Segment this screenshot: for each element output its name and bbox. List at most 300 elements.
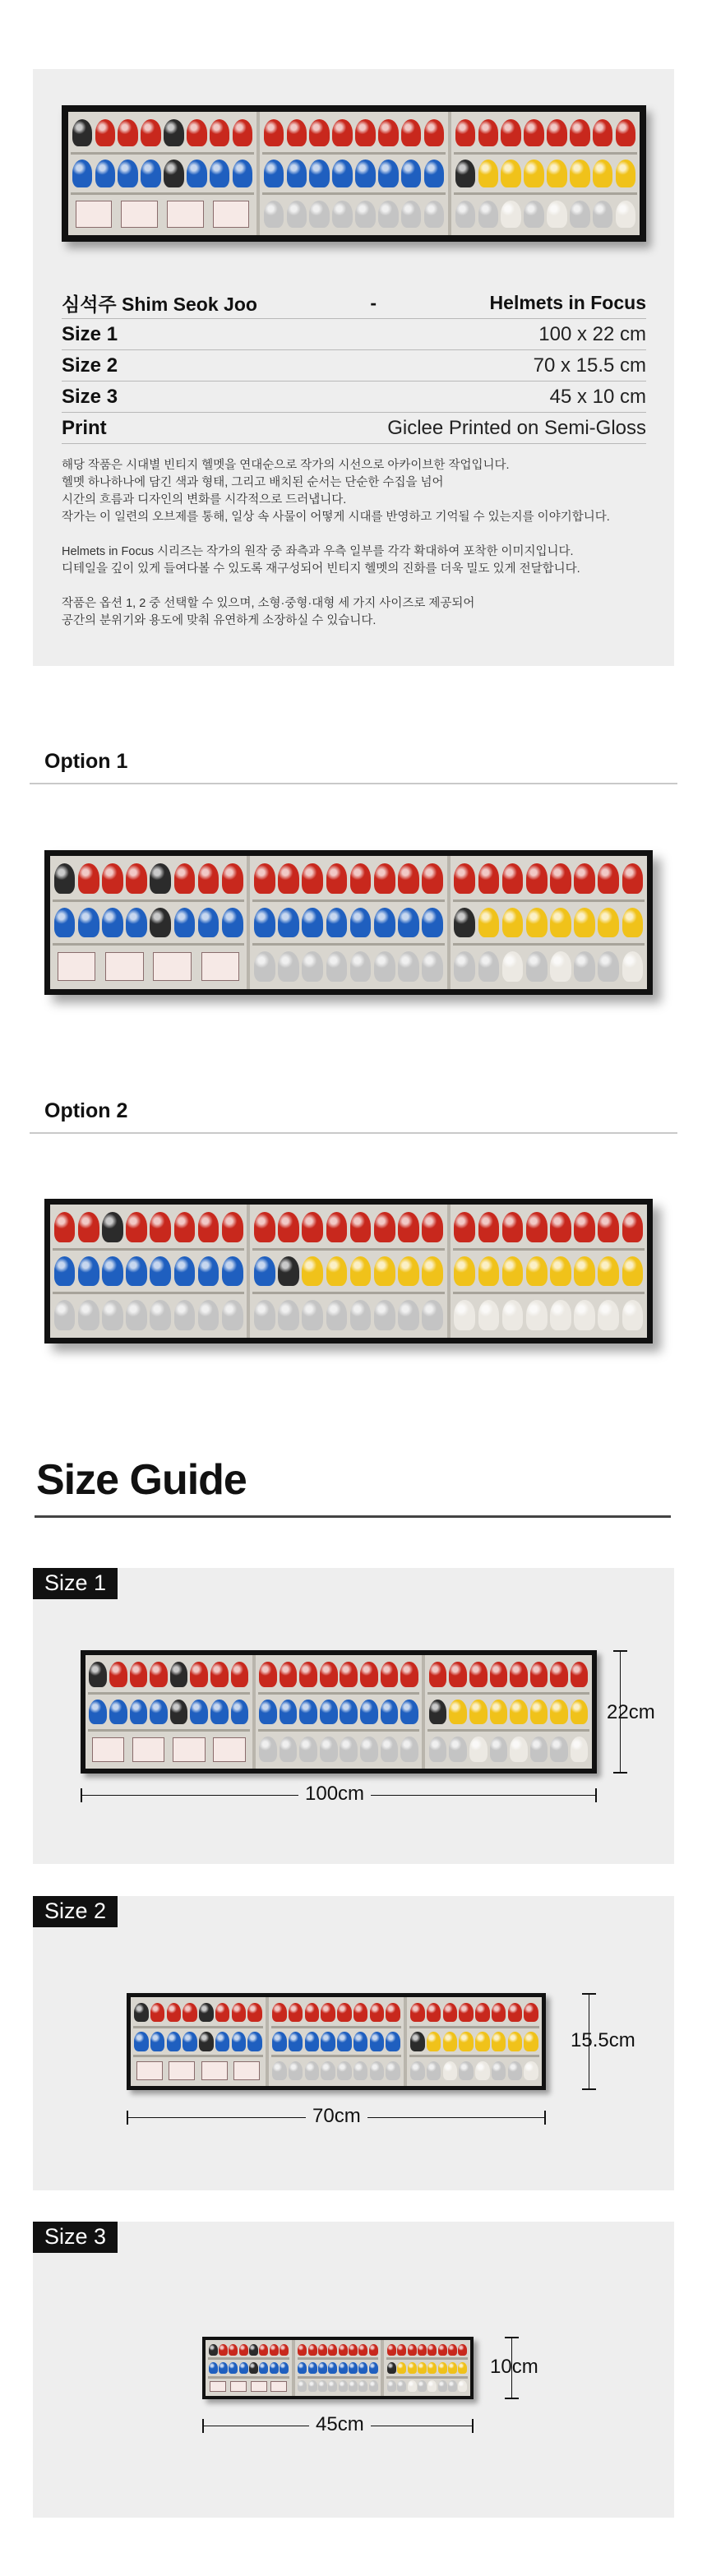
helmet-white — [469, 1737, 488, 1762]
helmet-silver — [102, 1300, 123, 1330]
helmet-silver — [593, 201, 613, 229]
option-2-artwork-frame — [44, 1199, 653, 1343]
description-line: 헬멧 하나하나에 담긴 색과 형태, 그리고 배치된 순서는 단순한 수집을 넘어 — [62, 476, 444, 489]
height-label: 15.5cm — [571, 2029, 635, 2051]
helmet-silver — [349, 2380, 358, 2392]
helmet-red — [141, 119, 161, 147]
helmet-red — [449, 1662, 467, 1687]
helmet-yellow — [524, 2032, 538, 2051]
helmet-yellow — [469, 1700, 488, 1725]
description-line: Helmets in Focus 시리즈는 작가의 원작 중 좌측과 우측 일부를 각각 확대하여 포착한 이미지입니다. — [62, 545, 574, 558]
helmet-dark — [134, 2003, 148, 2023]
helmet-silver — [598, 951, 619, 981]
display-card — [230, 2381, 247, 2393]
shelf-tier — [71, 113, 254, 155]
display-card — [233, 2061, 260, 2080]
size-badge: Size 2 — [33, 1896, 118, 1927]
helmet-blue — [321, 2032, 335, 2051]
helmet-silver — [398, 1300, 419, 1330]
shelf-tier — [427, 1657, 589, 1695]
helmet-red — [109, 1662, 127, 1687]
helmet-red — [280, 1662, 298, 1687]
helmet-yellow — [622, 1256, 644, 1286]
helmet-red — [219, 2344, 228, 2356]
helmet-yellow — [438, 2362, 447, 2374]
shelf-tier — [252, 858, 444, 902]
helmet-red — [102, 863, 123, 893]
helmet-blue — [150, 1700, 168, 1725]
helmet-yellow — [427, 2362, 437, 2374]
shelf-tier — [53, 902, 244, 946]
helmet-blue — [167, 2032, 181, 2051]
helmet-silver — [198, 1300, 219, 1330]
helmet-silver — [254, 1300, 275, 1330]
helmet-red — [427, 2003, 441, 2023]
shelf-bay — [85, 1655, 256, 1769]
helmet-silver — [298, 2380, 307, 2392]
helmet-red — [183, 2003, 196, 2023]
helmet-yellow — [458, 2362, 467, 2374]
helmet-yellow — [418, 2362, 427, 2374]
helmet-blue — [239, 2362, 248, 2374]
shelf-bay — [451, 112, 640, 235]
helmet-red — [150, 1212, 171, 1242]
helmet-silver — [278, 951, 299, 981]
helmet-white — [510, 1737, 528, 1762]
helmet-silver — [530, 1737, 548, 1762]
helmet-red — [381, 1662, 399, 1687]
helmet-red — [309, 119, 330, 147]
helmet-blue — [198, 908, 219, 937]
shelf-tier — [53, 1206, 244, 1251]
helmet-silver — [524, 201, 544, 229]
display-card — [169, 2061, 195, 2080]
helmet-blue — [78, 908, 99, 937]
helmet-blue — [308, 2362, 317, 2374]
helmet-silver — [400, 1737, 418, 1762]
helmet-blue — [229, 2362, 238, 2374]
helmet-red — [210, 119, 230, 147]
helmet-red — [478, 863, 500, 893]
shelf-tier — [208, 2342, 289, 2360]
size-guide-title: Size Guide — [36, 1456, 247, 1504]
helmet-yellow — [478, 160, 499, 187]
helmet-white — [408, 2380, 417, 2392]
helmet-red — [459, 2003, 473, 2023]
helmet-dark — [72, 119, 93, 147]
helmet-white — [616, 201, 636, 229]
helmet-red — [550, 1662, 568, 1687]
helmet-red — [254, 863, 275, 893]
helmet-blue — [130, 1700, 148, 1725]
helmet-silver — [401, 201, 422, 229]
helmet-red — [475, 2003, 489, 2023]
helmet-white — [524, 2061, 538, 2081]
shelf-bay — [269, 1997, 407, 2086]
helmet-red — [326, 1212, 348, 1242]
helmet-red — [526, 1212, 548, 1242]
spec-label: Print — [62, 416, 107, 439]
helmet-blue — [422, 908, 443, 937]
helmet-blue — [183, 2032, 196, 2051]
shelf-tier — [71, 155, 254, 196]
helmet-red — [424, 119, 445, 147]
spec-value: Giclee Printed on Semi-Gloss — [387, 416, 646, 439]
helmet-red — [222, 1212, 243, 1242]
helmet-silver — [427, 2061, 441, 2081]
helmet-blue — [174, 908, 196, 937]
shelf-tier — [208, 2379, 289, 2394]
helmet-red — [550, 863, 571, 893]
helmet-red — [427, 2344, 437, 2356]
shelf-tier — [53, 1251, 244, 1295]
helmet-red — [374, 1212, 395, 1242]
helmet-red — [320, 1662, 338, 1687]
helmet-yellow — [422, 1256, 443, 1286]
shelf-tier — [252, 946, 444, 987]
helmet-blue — [309, 160, 330, 187]
helmet-red — [321, 2003, 335, 2023]
helmet-silver — [574, 951, 595, 981]
helmet-yellow — [510, 1700, 528, 1725]
helmet-yellow — [427, 2032, 441, 2051]
helmet-yellow — [492, 2032, 506, 2051]
shelf-tier — [454, 155, 637, 196]
helmet-dark — [387, 2362, 396, 2374]
shelf-tier — [427, 1695, 589, 1732]
helmet-silver — [508, 2061, 522, 2081]
helmet-silver — [259, 1737, 277, 1762]
helmet-yellow — [374, 1256, 395, 1286]
helmet-silver — [289, 2061, 303, 2081]
helmet-blue — [134, 2032, 148, 2051]
helmet-silver — [381, 1737, 399, 1762]
helmet-silver — [370, 2061, 384, 2081]
helmet-red — [524, 119, 544, 147]
helmet-red — [598, 1212, 619, 1242]
helmet-dark — [89, 1662, 107, 1687]
divider — [30, 783, 677, 784]
description-line: 시간의 흐름과 디자인의 변화를 시각적으로 드러냅니다. — [62, 493, 347, 506]
helmet-yellow — [490, 1700, 508, 1725]
display-card — [201, 2061, 228, 2080]
shelf-bay — [425, 1655, 592, 1769]
helmet-red — [278, 863, 299, 893]
helmet-dark — [150, 863, 171, 893]
helmet-red — [264, 119, 284, 147]
helmet-red — [574, 863, 595, 893]
helmet-blue — [332, 160, 353, 187]
helmet-red — [387, 2344, 396, 2356]
helmet-blue — [126, 908, 147, 937]
helmet-red — [429, 1662, 447, 1687]
helmet-silver — [326, 1300, 348, 1330]
helmet-silver — [302, 951, 323, 981]
shelf-tier — [71, 195, 254, 234]
helmet-blue — [349, 2362, 358, 2374]
helmet-blue — [358, 2362, 367, 2374]
helmet-red — [54, 1212, 76, 1242]
helmet-silver — [337, 2061, 351, 2081]
shelf-tier — [133, 1999, 263, 2028]
helmet-silver — [410, 2061, 424, 2081]
shelf-bay — [256, 1655, 426, 1769]
helmet-blue — [280, 1700, 298, 1725]
helmet-blue — [287, 160, 307, 187]
helmet-red — [547, 119, 567, 147]
shelf-bay — [250, 1205, 450, 1338]
size-3-card — [33, 2222, 674, 2518]
shelf-tier — [252, 1294, 444, 1336]
shelf-tier — [133, 2028, 263, 2058]
size-1-artwork-frame — [81, 1650, 597, 1774]
helmet-red — [454, 863, 475, 893]
helmet-red — [524, 2003, 538, 2023]
helmet-blue — [233, 160, 253, 187]
helmet-red — [502, 863, 524, 893]
helmet-blue — [198, 1256, 219, 1286]
shelf-tier — [133, 2057, 263, 2084]
shelf-tier — [453, 946, 645, 987]
helmet-yellow — [530, 1700, 548, 1725]
helmet-red — [454, 1212, 475, 1242]
helmet-silver — [150, 1300, 171, 1330]
size-2-artwork-frame — [127, 1993, 546, 2090]
display-card — [132, 1737, 164, 1762]
display-card — [105, 952, 144, 981]
helmet-silver — [387, 2380, 396, 2392]
helmet-red — [299, 1662, 317, 1687]
helmet-blue — [247, 2032, 261, 2051]
shelf-bay — [206, 2340, 295, 2396]
spec-label: Size 2 — [62, 354, 118, 377]
helmet-blue — [340, 1700, 358, 1725]
helmet-blue — [302, 908, 323, 937]
shelf-tier — [258, 1695, 420, 1732]
shelf-tier — [409, 2057, 539, 2084]
shelf-tier — [252, 902, 444, 946]
shelf-tier — [454, 195, 637, 234]
helmet-red — [259, 2344, 268, 2356]
helmet-white — [574, 1300, 595, 1330]
helmet-red — [358, 2344, 367, 2356]
helmet-red — [401, 119, 422, 147]
helmet-white — [598, 1300, 619, 1330]
helmet-red — [126, 863, 147, 893]
helmet-silver — [492, 2061, 506, 2081]
option-1-artwork-image — [50, 856, 647, 989]
shelf-tier — [262, 155, 446, 196]
display-card — [173, 1737, 205, 1762]
helmet-red — [410, 2003, 424, 2023]
width-label: 100cm — [298, 1783, 371, 1806]
helmet-blue — [190, 1700, 208, 1725]
display-card — [167, 201, 204, 228]
helmet-silver — [332, 201, 353, 229]
spec-value: 45 x 10 cm — [549, 385, 646, 408]
helmet-dark — [249, 2344, 258, 2356]
description-line: 작가는 이 일련의 오브제를 통해, 일상 속 사물이 어떻게 시대를 반영하고 기억될 수 있는지를 이야기합니다. — [62, 511, 610, 524]
helmet-blue — [305, 2032, 319, 2051]
helmet-yellow — [550, 1700, 568, 1725]
helmet-red — [370, 2003, 384, 2023]
helmet-yellow — [550, 1256, 571, 1286]
shelf-tier — [386, 2379, 468, 2394]
helmet-red — [302, 863, 323, 893]
helmet-red — [550, 1212, 571, 1242]
shelf-bay — [68, 112, 260, 235]
helmet-red — [167, 2003, 181, 2023]
helmet-red — [400, 1662, 418, 1687]
helmet-yellow — [524, 160, 544, 187]
helmet-silver — [78, 1300, 99, 1330]
helmet-red — [398, 1212, 419, 1242]
helmet-silver — [350, 1300, 372, 1330]
shelf-bay — [451, 1205, 647, 1338]
size-2-artwork-image — [131, 1997, 542, 2086]
helmet-blue — [350, 908, 372, 937]
artwork-title: Helmets in Focus — [489, 292, 646, 313]
shelf-tier — [258, 1657, 420, 1695]
spec-value: 70 x 15.5 cm — [533, 354, 646, 377]
helmet-white — [502, 951, 524, 981]
helmet-red — [126, 1212, 147, 1242]
helmet-yellow — [350, 1256, 372, 1286]
helmet-dark — [249, 2362, 258, 2374]
description-line: 해당 작품은 시대별 빈티지 헬멧을 연대순으로 작가의 시선으로 아카이브한 작업입니다. — [62, 459, 510, 472]
helmet-red — [354, 2003, 367, 2023]
spec-label: Size 1 — [62, 322, 118, 345]
helmet-white — [501, 201, 521, 229]
helmet-blue — [231, 1700, 249, 1725]
helmet-red — [501, 119, 521, 147]
artwork-description — [62, 457, 646, 647]
shelf-tier — [252, 1206, 444, 1251]
description-paragraph — [62, 595, 646, 630]
helmet-red — [490, 1662, 508, 1687]
helmet-silver — [328, 2380, 337, 2392]
display-card — [251, 2381, 267, 2393]
helmet-red — [355, 119, 376, 147]
helmet-silver — [397, 2380, 406, 2392]
helmet-red — [118, 119, 138, 147]
helmet-blue — [259, 2362, 268, 2374]
helmet-dark — [455, 160, 476, 187]
helmet-red — [215, 2003, 229, 2023]
helmet-blue — [264, 160, 284, 187]
display-card — [58, 952, 96, 981]
helmet-red — [328, 2344, 337, 2356]
helmet-silver — [550, 1737, 568, 1762]
helmet-yellow — [326, 1256, 348, 1286]
height-label: 10cm — [490, 2356, 538, 2378]
description-line: 작품은 옵션 1, 2 중 선택할 수 있으며, 소형·중형·대형 세 가지 사이즈로 제공되어 — [62, 597, 475, 610]
helmet-silver — [280, 1737, 298, 1762]
size-3-artwork-frame — [202, 2337, 474, 2399]
display-card — [270, 2381, 287, 2393]
helmet-blue — [150, 1256, 171, 1286]
helmet-blue — [222, 908, 243, 937]
helmet-blue — [219, 2362, 228, 2374]
helmet-silver — [254, 951, 275, 981]
helmet-yellow — [475, 2032, 489, 2051]
helmet-red — [530, 1662, 548, 1687]
helmet-blue — [378, 160, 399, 187]
helmet-blue — [174, 1256, 196, 1286]
shelf-tier — [53, 946, 244, 987]
helmet-red — [593, 119, 613, 147]
shelf-tier — [208, 2360, 289, 2378]
helmet-yellow — [478, 908, 500, 937]
helmet-silver — [126, 1300, 147, 1330]
helmet-silver — [309, 201, 330, 229]
spec-row — [62, 319, 646, 350]
helmet-blue — [360, 1700, 378, 1725]
shelf-bay — [131, 1997, 269, 2086]
helmet-red — [332, 119, 353, 147]
helmet-red — [272, 2003, 286, 2023]
helmet-yellow — [547, 160, 567, 187]
helmet-white — [478, 1300, 500, 1330]
shelf-tier — [409, 2028, 539, 2058]
helmet-blue — [95, 160, 116, 187]
helmet-silver — [320, 1737, 338, 1762]
helmet-yellow — [550, 908, 571, 937]
helmet-red — [270, 2344, 279, 2356]
helmet-red — [187, 119, 207, 147]
shelf-tier — [454, 113, 637, 155]
helmet-red — [571, 1662, 589, 1687]
helmet-red — [508, 2003, 522, 2023]
helmet-blue — [299, 1700, 317, 1725]
helmet-blue — [118, 160, 138, 187]
helmet-white — [458, 2380, 467, 2392]
helmet-red — [326, 863, 348, 893]
helmet-red — [239, 2344, 248, 2356]
option-2-artwork-image — [50, 1205, 647, 1338]
helmet-silver — [326, 951, 348, 981]
helmet-blue — [210, 160, 230, 187]
helmet-red — [408, 2344, 417, 2356]
shelf-tier — [88, 1657, 250, 1695]
helmet-silver — [354, 2061, 367, 2081]
helmet-yellow — [598, 908, 619, 937]
display-card — [213, 201, 250, 228]
spec-row — [62, 413, 646, 444]
helmet-silver — [454, 951, 475, 981]
size-badge: Size 3 — [33, 2222, 118, 2253]
helmet-yellow — [574, 1256, 595, 1286]
helmet-dark — [170, 1700, 188, 1725]
helmet-red — [458, 2344, 467, 2356]
shelf-tier — [271, 2057, 401, 2084]
helmet-red — [337, 2003, 351, 2023]
option-1-artwork-frame — [44, 850, 653, 995]
helmet-red — [190, 1662, 208, 1687]
helmet-blue — [89, 1700, 107, 1725]
helmet-red — [308, 2344, 317, 2356]
helmet-blue — [232, 2032, 246, 2051]
helmet-red — [622, 863, 644, 893]
size-badge: Size 1 — [33, 1568, 118, 1599]
helmet-yellow — [449, 1700, 467, 1725]
size-3-artwork-image — [206, 2340, 470, 2396]
helmet-yellow — [616, 160, 636, 187]
helmet-red — [95, 119, 116, 147]
helmet-yellow — [502, 1256, 524, 1286]
helmet-red — [150, 1662, 168, 1687]
helmet-blue — [259, 1700, 277, 1725]
